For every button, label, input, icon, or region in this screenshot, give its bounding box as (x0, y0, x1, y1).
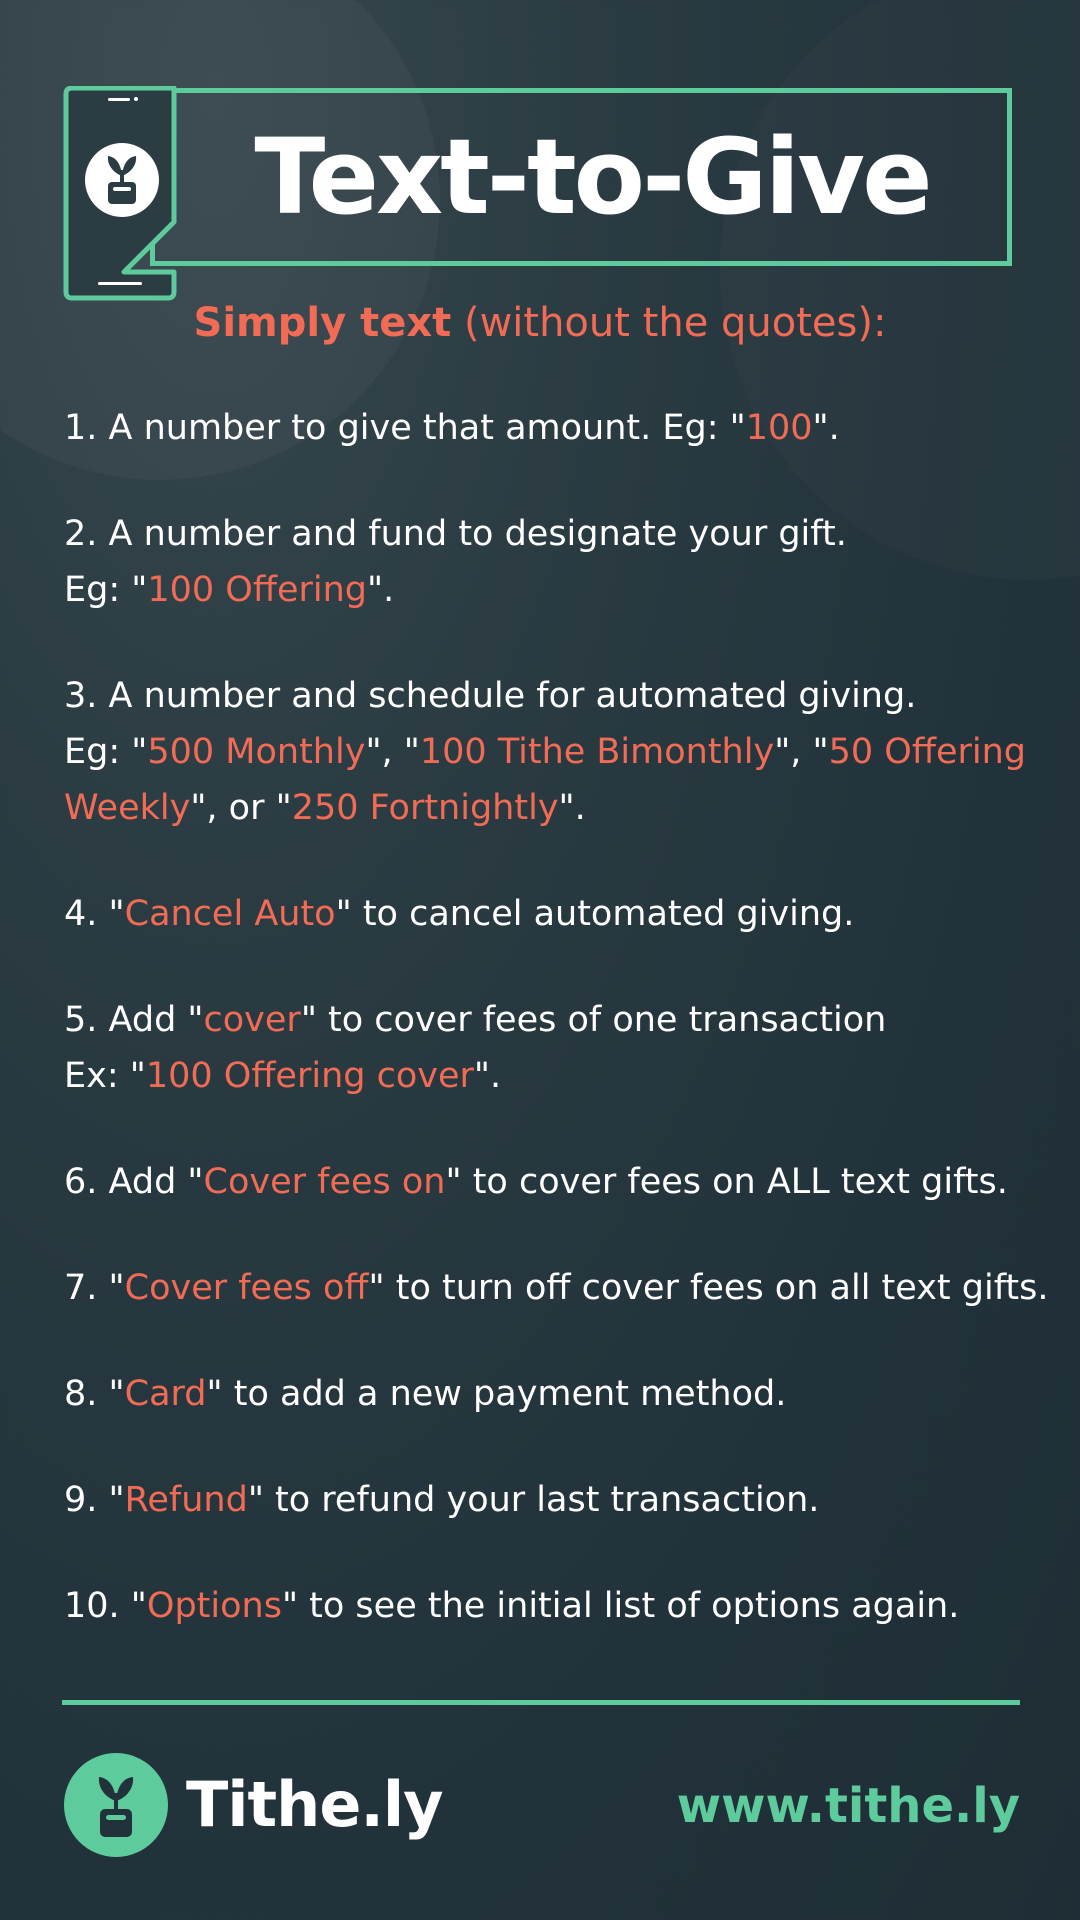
keyword-highlight: 100 Tithe Bimonthly (419, 732, 775, 772)
list-item-line (64, 780, 1024, 836)
list-item (64, 506, 1024, 618)
instructions-subtitle (0, 300, 1080, 346)
list-item-line (64, 668, 1024, 724)
instruction-text: 8. " (64, 1374, 125, 1414)
subtitle-rest: (without the quotes): (451, 300, 887, 346)
list-item-line (64, 562, 1024, 618)
keyword-highlight: Options (146, 1586, 282, 1626)
instruction-text: Eg: " (64, 732, 148, 772)
instruction-text: ". (812, 408, 840, 448)
divider (62, 1700, 1020, 1705)
list-item-line (64, 1472, 1024, 1528)
list-item (64, 1260, 1049, 1316)
keyword-highlight: 100 (745, 408, 813, 448)
instruction-text: 1. A number to give that amount. Eg: " (64, 408, 746, 448)
instruction-text: 7. " (64, 1268, 125, 1308)
list-item (64, 992, 1024, 1104)
instruction-text: 3. A number and schedule for automated giving. (64, 676, 917, 716)
instruction-text: Ex: " (64, 1056, 146, 1096)
keyword-highlight: 100 Offering cover (145, 1056, 474, 1096)
list-item (64, 1578, 1024, 1634)
list-item-line (64, 1578, 1024, 1634)
page-title: Text-to-Give (254, 116, 930, 238)
keyword-highlight: Card (124, 1374, 207, 1414)
keyword-highlight: cover (203, 1000, 301, 1040)
instruction-text: 9. " (64, 1480, 125, 1520)
instruction-text: Eg: " (64, 570, 148, 610)
list-item-line (64, 1260, 1049, 1316)
instruction-text: 4. " (64, 894, 125, 934)
list-item-line (64, 506, 1024, 562)
keyword-highlight: 500 Monthly (147, 732, 366, 772)
keyword-highlight: 250 Fortnightly (291, 788, 559, 828)
instruction-text: ", " (774, 732, 829, 772)
instruction-text: " to add a new payment method. (206, 1374, 787, 1414)
list-item (64, 1472, 1024, 1528)
instruction-text: ". (558, 788, 586, 828)
list-item-line (64, 724, 1027, 780)
instruction-text: " to turn off cover fees on all text gifts. (368, 1268, 1049, 1308)
list-item (64, 400, 1024, 456)
instruction-text: ", " (365, 732, 420, 772)
keyword-highlight: Cover fees off (124, 1268, 369, 1308)
instruction-text: 10. " (64, 1586, 147, 1626)
website-link[interactable]: www.tithe.ly (676, 1778, 1020, 1834)
list-item-line (64, 400, 1024, 456)
list-item-line (64, 992, 1024, 1048)
keyword-highlight: Cover fees on (203, 1162, 446, 1202)
list-item-line (64, 1154, 1024, 1210)
list-item (64, 1366, 1024, 1422)
keyword-highlight: 100 Offering (147, 570, 367, 610)
keyword-highlight: Cancel Auto (124, 894, 336, 934)
subtitle-bold: Simply text (193, 300, 452, 346)
instruction-text: " to cover fees of one transaction (300, 1000, 887, 1040)
instruction-text: 5. Add " (64, 1000, 204, 1040)
instruction-text: " to refund your last transaction. (247, 1480, 820, 1520)
instruction-text: 6. Add " (64, 1162, 204, 1202)
list-item (64, 886, 1024, 942)
list-item-line (64, 886, 1024, 942)
instruction-text: " to cover fees on ALL text gifts. (445, 1162, 1008, 1202)
instruction-text: ". (473, 1056, 502, 1096)
keyword-highlight: Weekly (64, 788, 191, 828)
instruction-text: ". (367, 570, 395, 610)
instruction-list (64, 400, 1049, 1684)
instruction-text: " to cancel automated giving. (335, 894, 855, 934)
brand-name: Tithe.ly (186, 1768, 443, 1841)
keyword-highlight: Refund (124, 1480, 248, 1520)
tithely-logo-icon (64, 1753, 168, 1857)
list-item-line (64, 1048, 1024, 1104)
instruction-text: 2. A number and fund to designate your gift. (64, 514, 847, 554)
instruction-text: " to see the initial list of options again. (281, 1586, 960, 1626)
list-item (64, 668, 1027, 836)
instruction-text: ", or " (190, 788, 292, 828)
list-item (64, 1154, 1024, 1210)
phone-plant-icon (62, 86, 182, 302)
keyword-highlight: 50 Offering (828, 732, 1027, 772)
list-item-line (64, 1366, 1024, 1422)
